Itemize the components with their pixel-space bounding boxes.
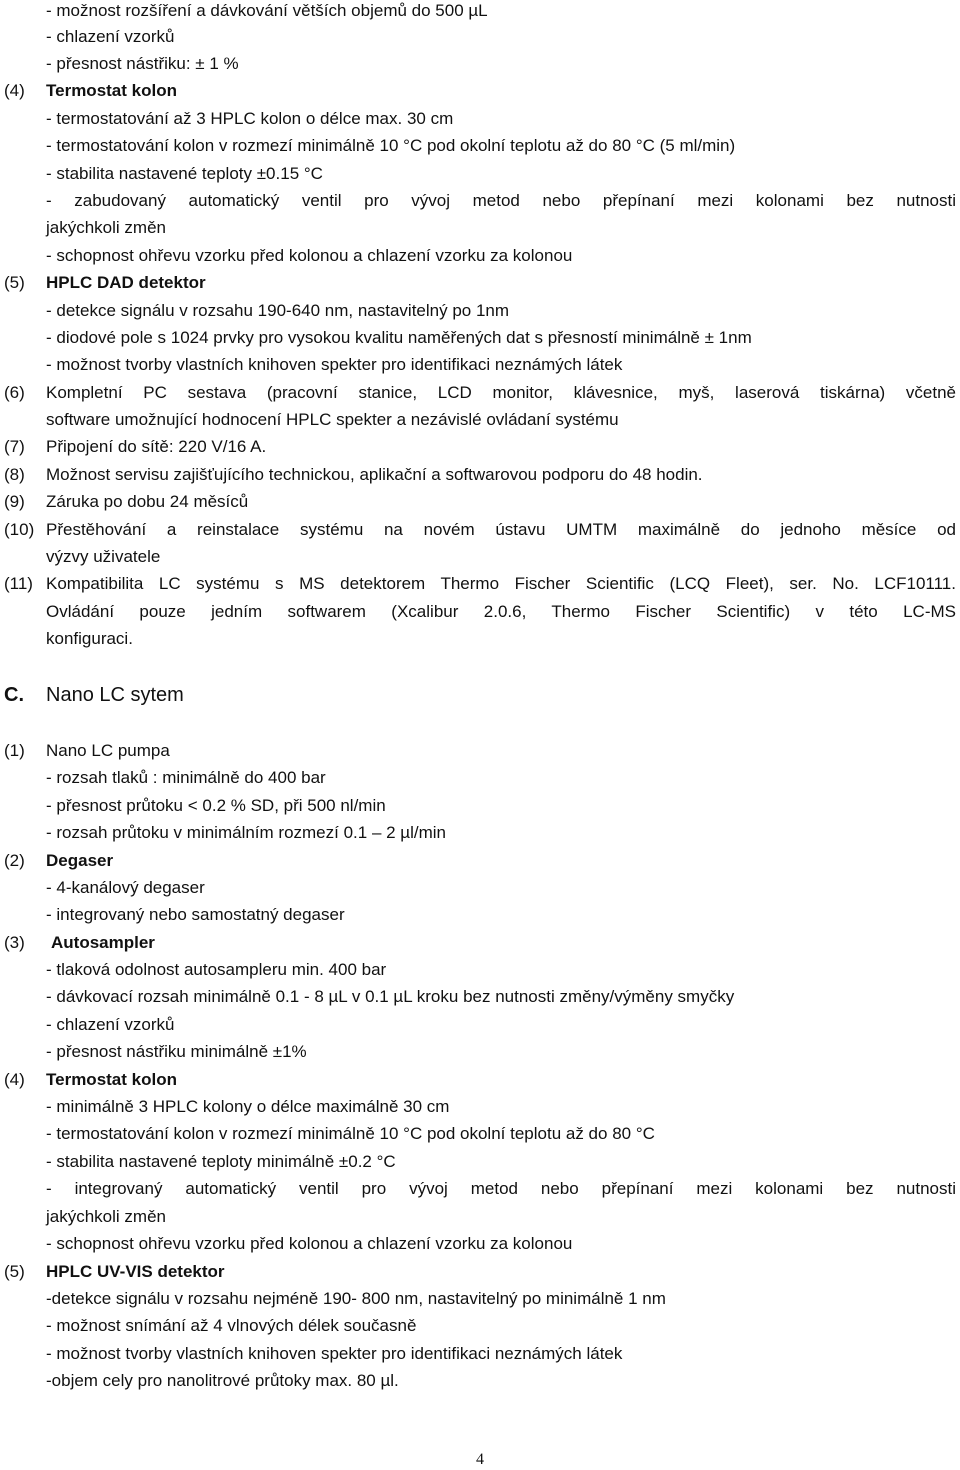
page-number: 4 (476, 1451, 484, 1468)
item-line: -objem cely pro nanolitrové průtoky max. 80 µl. (46, 1371, 399, 1390)
item-line: Přestěhování a reinstalace systému na novém ústavu UMTM maximálně do jednoho měsíce od (46, 520, 956, 539)
item-number: (11) (4, 574, 33, 593)
item-line: software umožnující hodnocení HPLC spekter a nezávislé ovládaní systému (46, 410, 619, 429)
section-letter: C. (4, 684, 24, 706)
item-line: - zabudovaný automatický ventil pro vývoj metod nebo přepínaní mezi kolonami bez nutnosti (46, 191, 956, 210)
item-number: (6) (4, 383, 25, 402)
item-line: - schopnost ohřevu vzorku před kolonou a chlazení vzorku za kolonou (46, 1234, 573, 1253)
item-number: (5) (4, 1262, 25, 1281)
item-line: výzvy uživatele (46, 547, 161, 566)
item-line: - možnost snímání až 4 vlnových délek současně (46, 1316, 417, 1335)
item-line: Záruka po dobu 24 měsíců (46, 492, 249, 511)
item-line: - termostatování až 3 HPLC kolon o délce max. 30 cm (46, 109, 454, 128)
item-line: - integrovaný nebo samostatný degaser (46, 905, 345, 924)
item-line: - minimálně 3 HPLC kolony o délce maximálně 30 cm (46, 1097, 450, 1116)
item-heading: Nano LC pumpa (46, 741, 170, 760)
item-line: - 4-kanálový degaser (46, 878, 205, 897)
item-number: (2) (4, 851, 25, 870)
autosampler-cont-line: - chlazení vzorků (46, 27, 175, 46)
item-number: (8) (4, 465, 25, 484)
item-number: (3) (4, 933, 25, 952)
item-line: - tlaková odolnost autosampleru min. 400 bar (46, 960, 387, 979)
item-line: - stabilita nastavené teploty minimálně ±0.2 °C (46, 1152, 396, 1171)
item-line: Připojení do sítě: 220 V/16 A. (46, 437, 267, 456)
item-heading: Autosampler (51, 933, 155, 952)
item-line: - rozsah průtoku v minimálním rozmezí 0.1 – 2 µl/min (46, 823, 446, 842)
item-line: - přesnost nástřiku minimálně ±1% (46, 1042, 307, 1061)
item-line: Možnost servisu zajišťujícího technickou, aplikační a softwarovou podporu do 48 hodin. (46, 465, 703, 484)
item-line: jakýchkoli změn (46, 1207, 166, 1226)
item-line: - rozsah tlaků : minimálně do 400 bar (46, 768, 326, 787)
item-number: (10) (4, 520, 35, 539)
item-line: - stabilita nastavené teploty ±0.15 °C (46, 164, 323, 183)
item-line: jakýchkoli změn (46, 218, 166, 237)
item-line: - schopnost ohřevu vzorku před kolonou a chlazení vzorku za kolonou (46, 246, 573, 265)
item-line: -detekce signálu v rozsahu nejméně 190- 800 nm, nastavitelný po minimálně 1 nm (46, 1289, 666, 1308)
item-number: (9) (4, 492, 25, 511)
autosampler-cont-line: - přesnost nástřiku: ± 1 % (46, 54, 239, 73)
autosampler-cont-line: - možnost rozšíření a dávkování větších objemů do 500 µL (46, 1, 488, 20)
item-heading: Termostat kolon (46, 1070, 177, 1089)
item-line: - termostatování kolon v rozmezí minimálně 10 °C pod okolní teplotu až do 80 °C (46, 1124, 655, 1143)
item-number: (7) (4, 437, 25, 456)
item-line: - integrovaný automatický ventil pro vývoj metod nebo přepínaní mezi kolonami bez nutnosti (46, 1179, 956, 1198)
item-line: - termostatování kolon v rozmezí minimálně 10 °C pod okolní teplotu až do 80 °C (5 ml/min) (46, 136, 736, 155)
item-line: - diodové pole s 1024 prvky pro vysokou kvalitu naměřených dat s přesností minimálně ± 1nm (46, 328, 752, 347)
item-number: (1) (4, 741, 25, 760)
item-line: - možnost tvorby vlastních knihoven spekter pro identifikaci neznámých látek (46, 1344, 623, 1363)
section-title: Nano LC sytem (46, 684, 184, 706)
item-line: Ovládání pouze jedním softwarem (Xcalibur 2.0.6, Thermo Fischer Scientific) v této LC-MS (46, 602, 956, 621)
item-line: - chlazení vzorků (46, 1015, 175, 1034)
item-line: konfiguraci. (46, 629, 133, 648)
item-line: - dávkovací rozsah minimálně 0.1 - 8 µL v 0.1 µL kroku bez nutnosti změny/výměny smyčky (46, 987, 735, 1006)
item-line: - přesnost průtoku < 0.2 % SD, při 500 nl/min (46, 796, 386, 815)
item-heading: Degaser (46, 851, 114, 870)
item-line: - možnost tvorby vlastních knihoven spekter pro identifikaci neznámých látek (46, 355, 623, 374)
item-number: (5) (4, 273, 25, 292)
item-line: - detekce signálu v rozsahu 190-640 nm, nastavitelný po 1nm (46, 301, 510, 320)
item-heading: HPLC UV-VIS detektor (46, 1262, 225, 1281)
item-heading: Termostat kolon (46, 81, 177, 100)
item-number: (4) (4, 81, 25, 100)
item-line: Kompatibilita LC systému s MS detektorem Thermo Fischer Scientific (LCQ Fleet), ser. No. LCF10111. (46, 574, 956, 593)
item-heading: HPLC DAD detektor (46, 273, 206, 292)
item-line: Kompletní PC sestava (pracovní stanice, LCD monitor, klávesnice, myš, laserová tiskárna) včetně (46, 383, 956, 402)
item-number: (4) (4, 1070, 25, 1089)
